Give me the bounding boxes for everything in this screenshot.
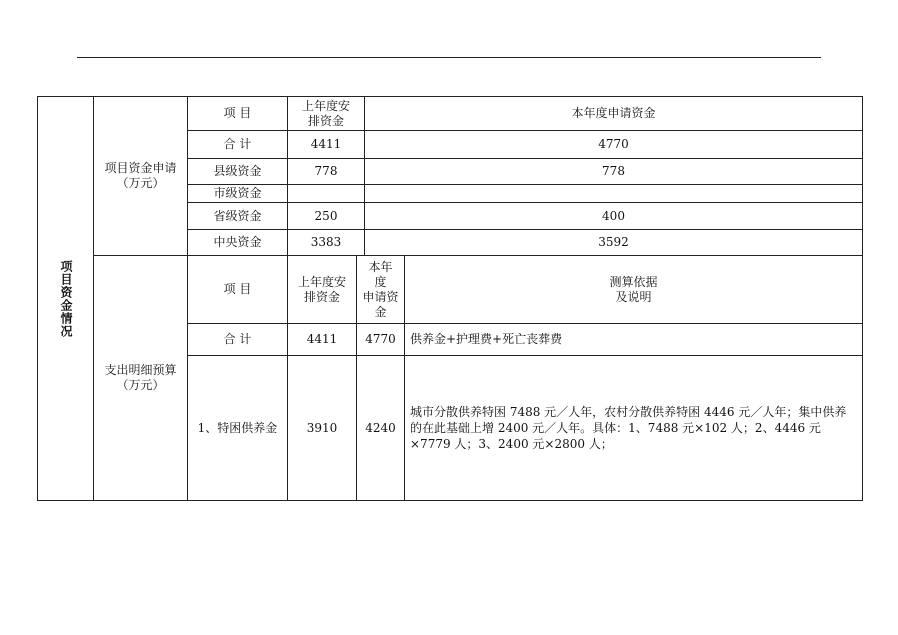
application-row-last-year: 778 — [287, 158, 365, 185]
application-header-item: 项 目 — [187, 96, 288, 131]
budget-row-item: 合 计 — [187, 323, 288, 356]
budget-header-basis: 测算依据 及说明 — [404, 255, 863, 324]
budget-header-this-year: 本年 度 申请资 金 — [356, 255, 405, 324]
application-row-last-year: 250 — [287, 202, 365, 230]
application-row-last-year: 4411 — [287, 130, 365, 159]
application-row-item: 合 计 — [187, 130, 288, 159]
budget-label: 支出明细预算 （万元） — [93, 255, 188, 501]
budget-row-basis: 城市分散供养特困 7488 元／人年，农村分散供养特困 4446 元／人年；集中供养的在此基础上增 2400 元／人年。具体：1、7488 元×102 人；2、4446 元×7779 人；3、2400 元×2800 人； — [404, 355, 863, 501]
application-row-item: 市级资金 — [187, 184, 288, 203]
application-header-this-year: 本年度申请资金 — [364, 96, 863, 131]
application-row-this-year: 3592 — [364, 229, 863, 256]
application-header-last-year: 上年度安 排资金 — [287, 96, 365, 131]
application-row-item: 省级资金 — [187, 202, 288, 230]
budget-row-last-year: 3910 — [287, 355, 357, 501]
application-row-item: 中央资金 — [187, 229, 288, 256]
application-row-this-year — [364, 184, 863, 203]
budget-row-last-year: 4411 — [287, 323, 357, 356]
application-row-this-year: 4770 — [364, 130, 863, 159]
application-row-last-year: 3383 — [287, 229, 365, 256]
application-label: 项目资金申请 （万元） — [93, 96, 188, 256]
budget-header-last-year: 上年度安 排资金 — [287, 255, 357, 324]
budget-row-basis: 供养金+护理费+死亡丧葬费 — [404, 323, 863, 356]
application-row-this-year: 400 — [364, 202, 863, 230]
budget-row-this-year: 4770 — [356, 323, 405, 356]
application-row-this-year: 778 — [364, 158, 863, 185]
section-label: 项目资金情况 — [37, 96, 94, 501]
budget-row-this-year: 4240 — [356, 355, 405, 501]
header-rule — [77, 57, 821, 58]
budget-header-item: 项 目 — [187, 255, 288, 324]
application-row-item: 县级资金 — [187, 158, 288, 185]
application-row-last-year — [287, 184, 365, 203]
budget-row-item: 1、特困供养金 — [187, 355, 288, 501]
